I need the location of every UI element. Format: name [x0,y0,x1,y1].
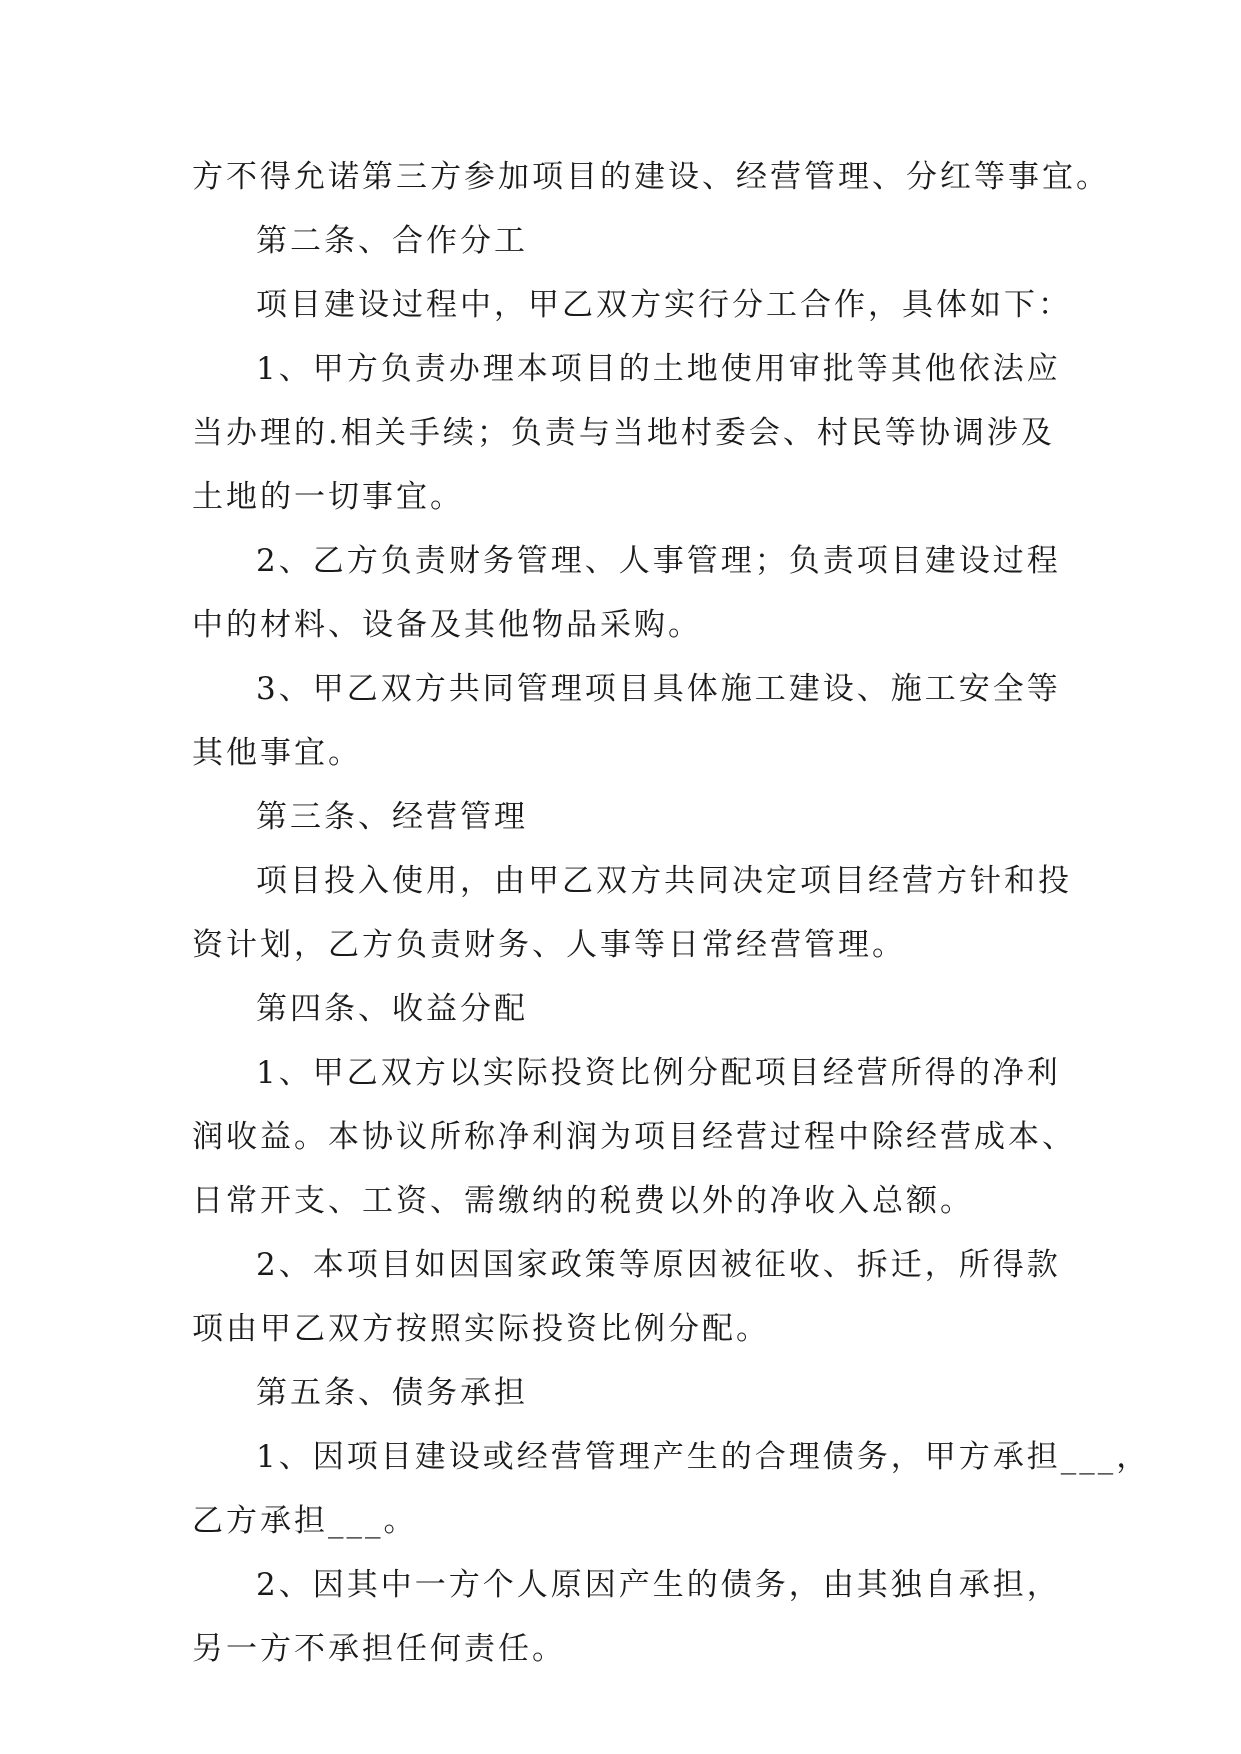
text-line: 乙方承担___。 [192,1503,418,1539]
text-line: 项由甲乙双方按照实际投资比例分配。 [192,1311,770,1347]
text-line: 1、因项目建设或经营管理产生的合理债务，甲方承担___， [256,1439,1151,1475]
text-line: 项目投入使用，由甲乙双方共同决定项目经营方针和投 [256,863,1072,899]
article-heading: 第五条、债务承担 [256,1375,528,1411]
text-line: 1、甲方负责办理本项目的土地使用审批等其他依法应 [256,351,1061,387]
text-line: 项目建设过程中，甲乙双方实行分工合作，具体如下： [256,287,1072,323]
article-heading: 第二条、合作分工 [256,223,528,259]
text-line: 2、乙方负责财务管理、人事管理；负责项目建设过程 [256,543,1061,579]
text-line: 1、甲乙双方以实际投资比例分配项目经营所得的净利 [256,1055,1061,1091]
text-line: 2、本项目如因国家政策等原因被征收、拆迁，所得款 [256,1247,1061,1283]
text-line: 中的材料、设备及其他物品采购。 [192,607,702,643]
text-line: 当办理的.相关手续；负责与当地村委会、村民等协调涉及 [192,415,1055,451]
text-line: 方不得允诺第三方参加项目的建设、经营管理、分红等事宜。 [192,159,1110,195]
text-line: 日常开支、工资、需缴纳的税费以外的净收入总额。 [192,1183,974,1219]
text-line: 3、甲乙双方共同管理项目具体施工建设、施工安全等 [256,671,1061,707]
article-heading: 第三条、经营管理 [256,799,528,835]
text-line: 土地的一切事宜。 [192,479,464,515]
text-line: 其他事宜。 [192,735,362,771]
text-line: 另一方不承担任何责任。 [192,1631,566,1667]
document-body [192,158,1151,1694]
text-line: 润收益。本协议所称净利润为项目经营过程中除经营成本、 [192,1119,1076,1155]
article-heading: 第四条、收益分配 [256,991,528,1027]
text-line: 资计划，乙方负责财务、人事等日常经营管理。 [192,927,906,963]
text-line: 2、因其中一方个人原因产生的债务，由其独自承担， [256,1567,1061,1603]
